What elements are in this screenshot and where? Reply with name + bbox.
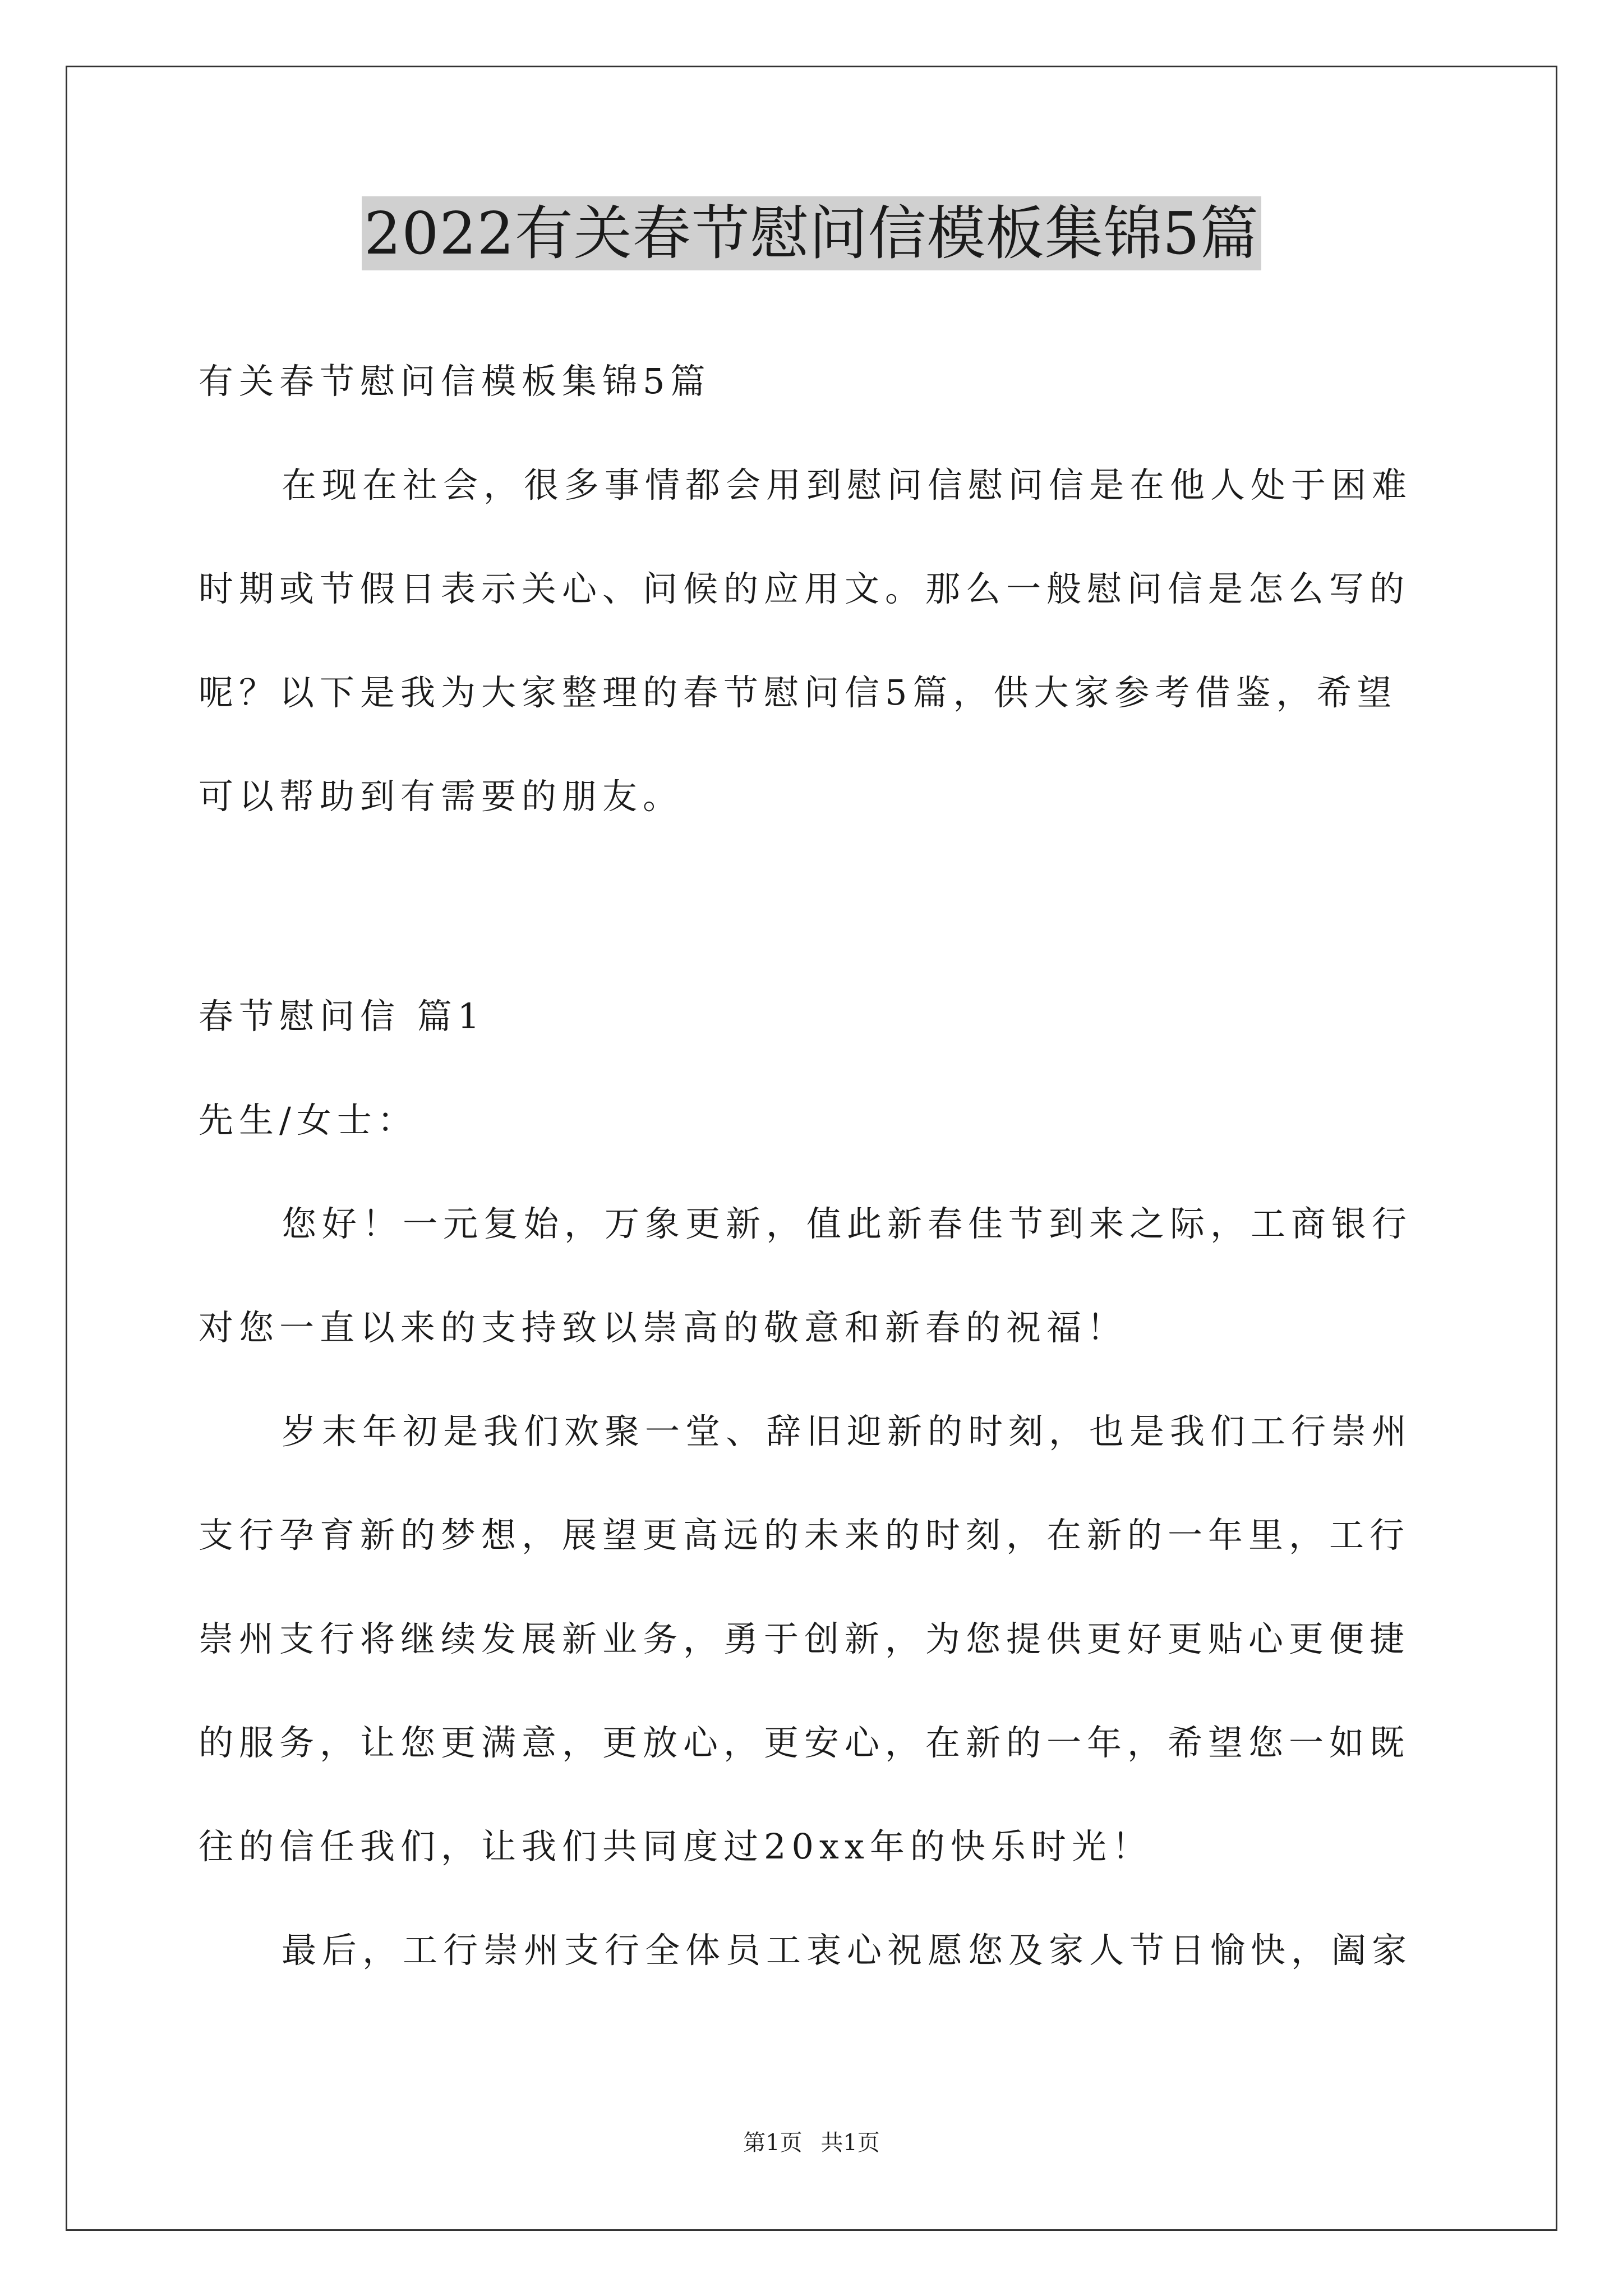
intro-line-2: 时期或节假日表示关心、问候的应用文。那么一般慰问信是怎么写的 (199, 568, 1410, 609)
intro-line-4: 可以帮助到有需要的朋友。 (199, 776, 684, 817)
page-footer (0, 2129, 1623, 2157)
paragraph2-line-3: 崇州支行将继续发展新业务，勇于创新，为您提供更好更贴心更便捷 (199, 1618, 1410, 1659)
section-heading: 春节慰问信 篇1 (199, 996, 486, 1037)
paragraph2-line-2: 支行孕育新的梦想，展望更高远的未来的时刻，在新的一年里，工行 (199, 1515, 1410, 1556)
paragraph3-line-1: 最后，工行崇州支行全体员工衷心祝愿您及家人节日愉快，阖家 (282, 1930, 1413, 1971)
document-subtitle: 有关春节慰问信模板集锦5篇 (199, 361, 711, 402)
page-number-current: 第1页 (743, 2130, 803, 2156)
paragraph1-line-1: 您好！一元复始，万象更新，值此新春佳节到来之际，工商银行 (282, 1203, 1413, 1244)
paragraph1-line-2: 对您一直以来的支持致以崇高的敬意和新春的祝福！ (199, 1307, 1128, 1348)
intro-line-3: 呢？以下是我为大家整理的春节慰问信5篇，供大家参考借鉴，希望 (199, 672, 1398, 713)
paragraph2-line-5: 往的信任我们，让我们共同度过20xx年的快乐时光！ (199, 1826, 1152, 1867)
paragraph2-line-4: 的服务，让您更满意，更放心，更安心，在新的一年，希望您一如既 (199, 1722, 1410, 1763)
paragraph2-line-1: 岁末年初是我们欢聚一堂、辞旧迎新的时刻，也是我们工行崇州 (282, 1411, 1413, 1452)
document-title: 2022有关春节慰问信模板集锦5篇 (362, 196, 1261, 270)
title-container (0, 196, 1623, 270)
page-number-total: 共1页 (820, 2130, 880, 2156)
intro-line-1: 在现在社会，很多事情都会用到慰问信慰问信是在他人处于困难 (282, 464, 1413, 505)
salutation: 先生/女士： (199, 1099, 418, 1140)
